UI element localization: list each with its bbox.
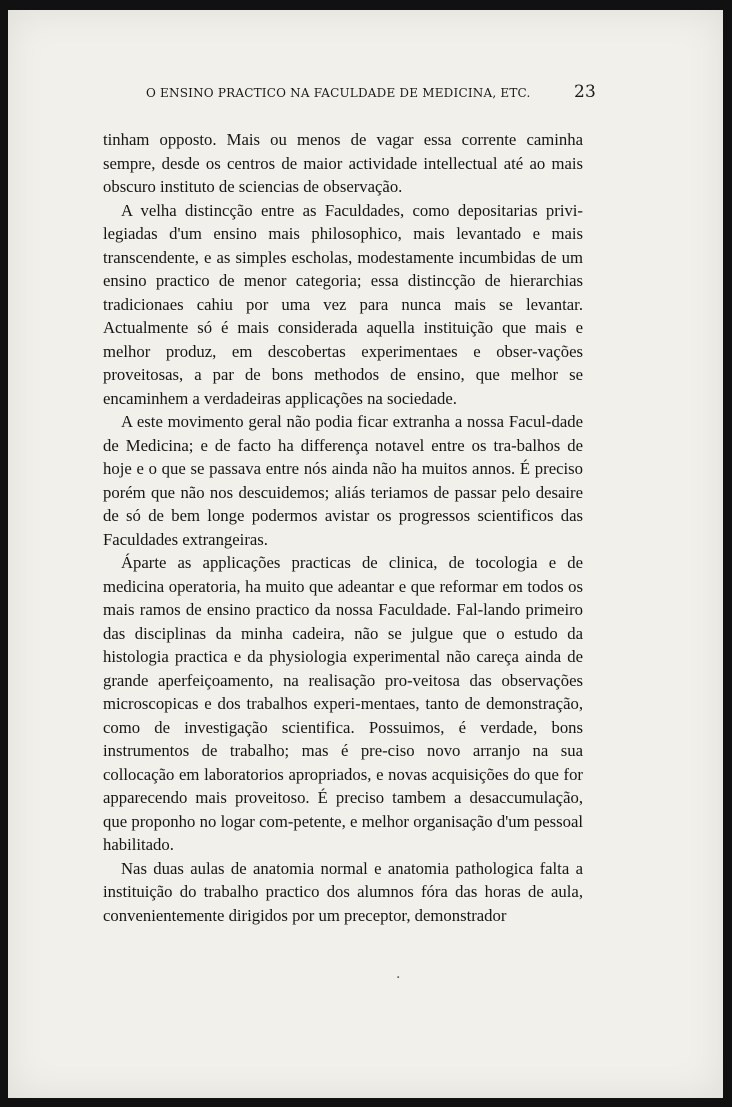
book-page (8, 10, 723, 1098)
scan-speck: · (396, 970, 401, 986)
paragraph-3: A este movimento geral não podia ficar extranha a nossa Facul-dade de Medicina; e de facto ha differença notavel entre os tra-balhos de hoje e o que se passava entre nós ainda não ha muitos annos. É preciso porém que não nos descuidemos; aliás teriamos de passar pelo desaire de só de bem longe podermos avistar os progressos scientificos das Faculdades extrangeiras. (103, 412, 583, 549)
paragraph-1: tinham opposto. Mais ou menos de vagar essa corrente caminha sempre, desde os centros de maior actividade intellectual até ao mais obscuro instituto de sciencias de observação. (103, 130, 583, 196)
paragraph-4: Áparte as applicações practicas de clinica, de tocologia e de medicina operatoria, ha muito que adeantar e que reformar em todos os mais ramos de ensino practico da nossa Faculdade. Fal-lando primeiro das disciplinas da minha cadeira, não se julgue que o estudo da histologia practica e da physiologia experimental não careça ainda de grande aperfeiçoamento, na realisação pro-veitosa das observações microscopicas e dos trabalhos experi-mentaes, tanto de demonstração, como de investigação scientifica. Possuimos, é verdade, bons instrumentos de trabalho; mas é pre-ciso novo arranjo na sua collocação em laboratorios apropriados, e novas acquisições do que for apparecendo mais proveitoso. É preciso tambem a desaccumulação, que proponho no logar com-petente, e melhor organisação d'um pessoal habilitado. (103, 553, 583, 854)
paragraph-5: Nas duas aulas de anatomia normal e anatomia pathologica falta a instituição do trabalho practico dos alumnos fóra das horas de aula, convenientemente dirigidos por um preceptor, demonstrador (103, 858, 583, 925)
paragraph-2: A velha distincção entre as Faculdades, como depositarias privi-legiadas d'um ensino mais philosophico, mais levantado e mais transcendente, e as simples escholas, modestamente incumbidas de um ensino practico de menor categoria; essa distincção de hierarchias tradicionaes cahiu por uma vez para nunca mais se levantar. Actualmente só é mais considerada aquella instituição que mais e melhor produz, em descobertas experimentaes e obser-vações proveitosas, a par de bons methodos de ensino, que melhor se encaminhem a verdadeiras applicações na sociedade. (103, 200, 583, 408)
body-text (103, 128, 583, 927)
page-number: 23 (573, 82, 596, 102)
running-header (146, 82, 596, 102)
running-title: O ENSINO PRACTICO NA FACULDADE DE MEDICINA, ETC. (146, 86, 531, 100)
